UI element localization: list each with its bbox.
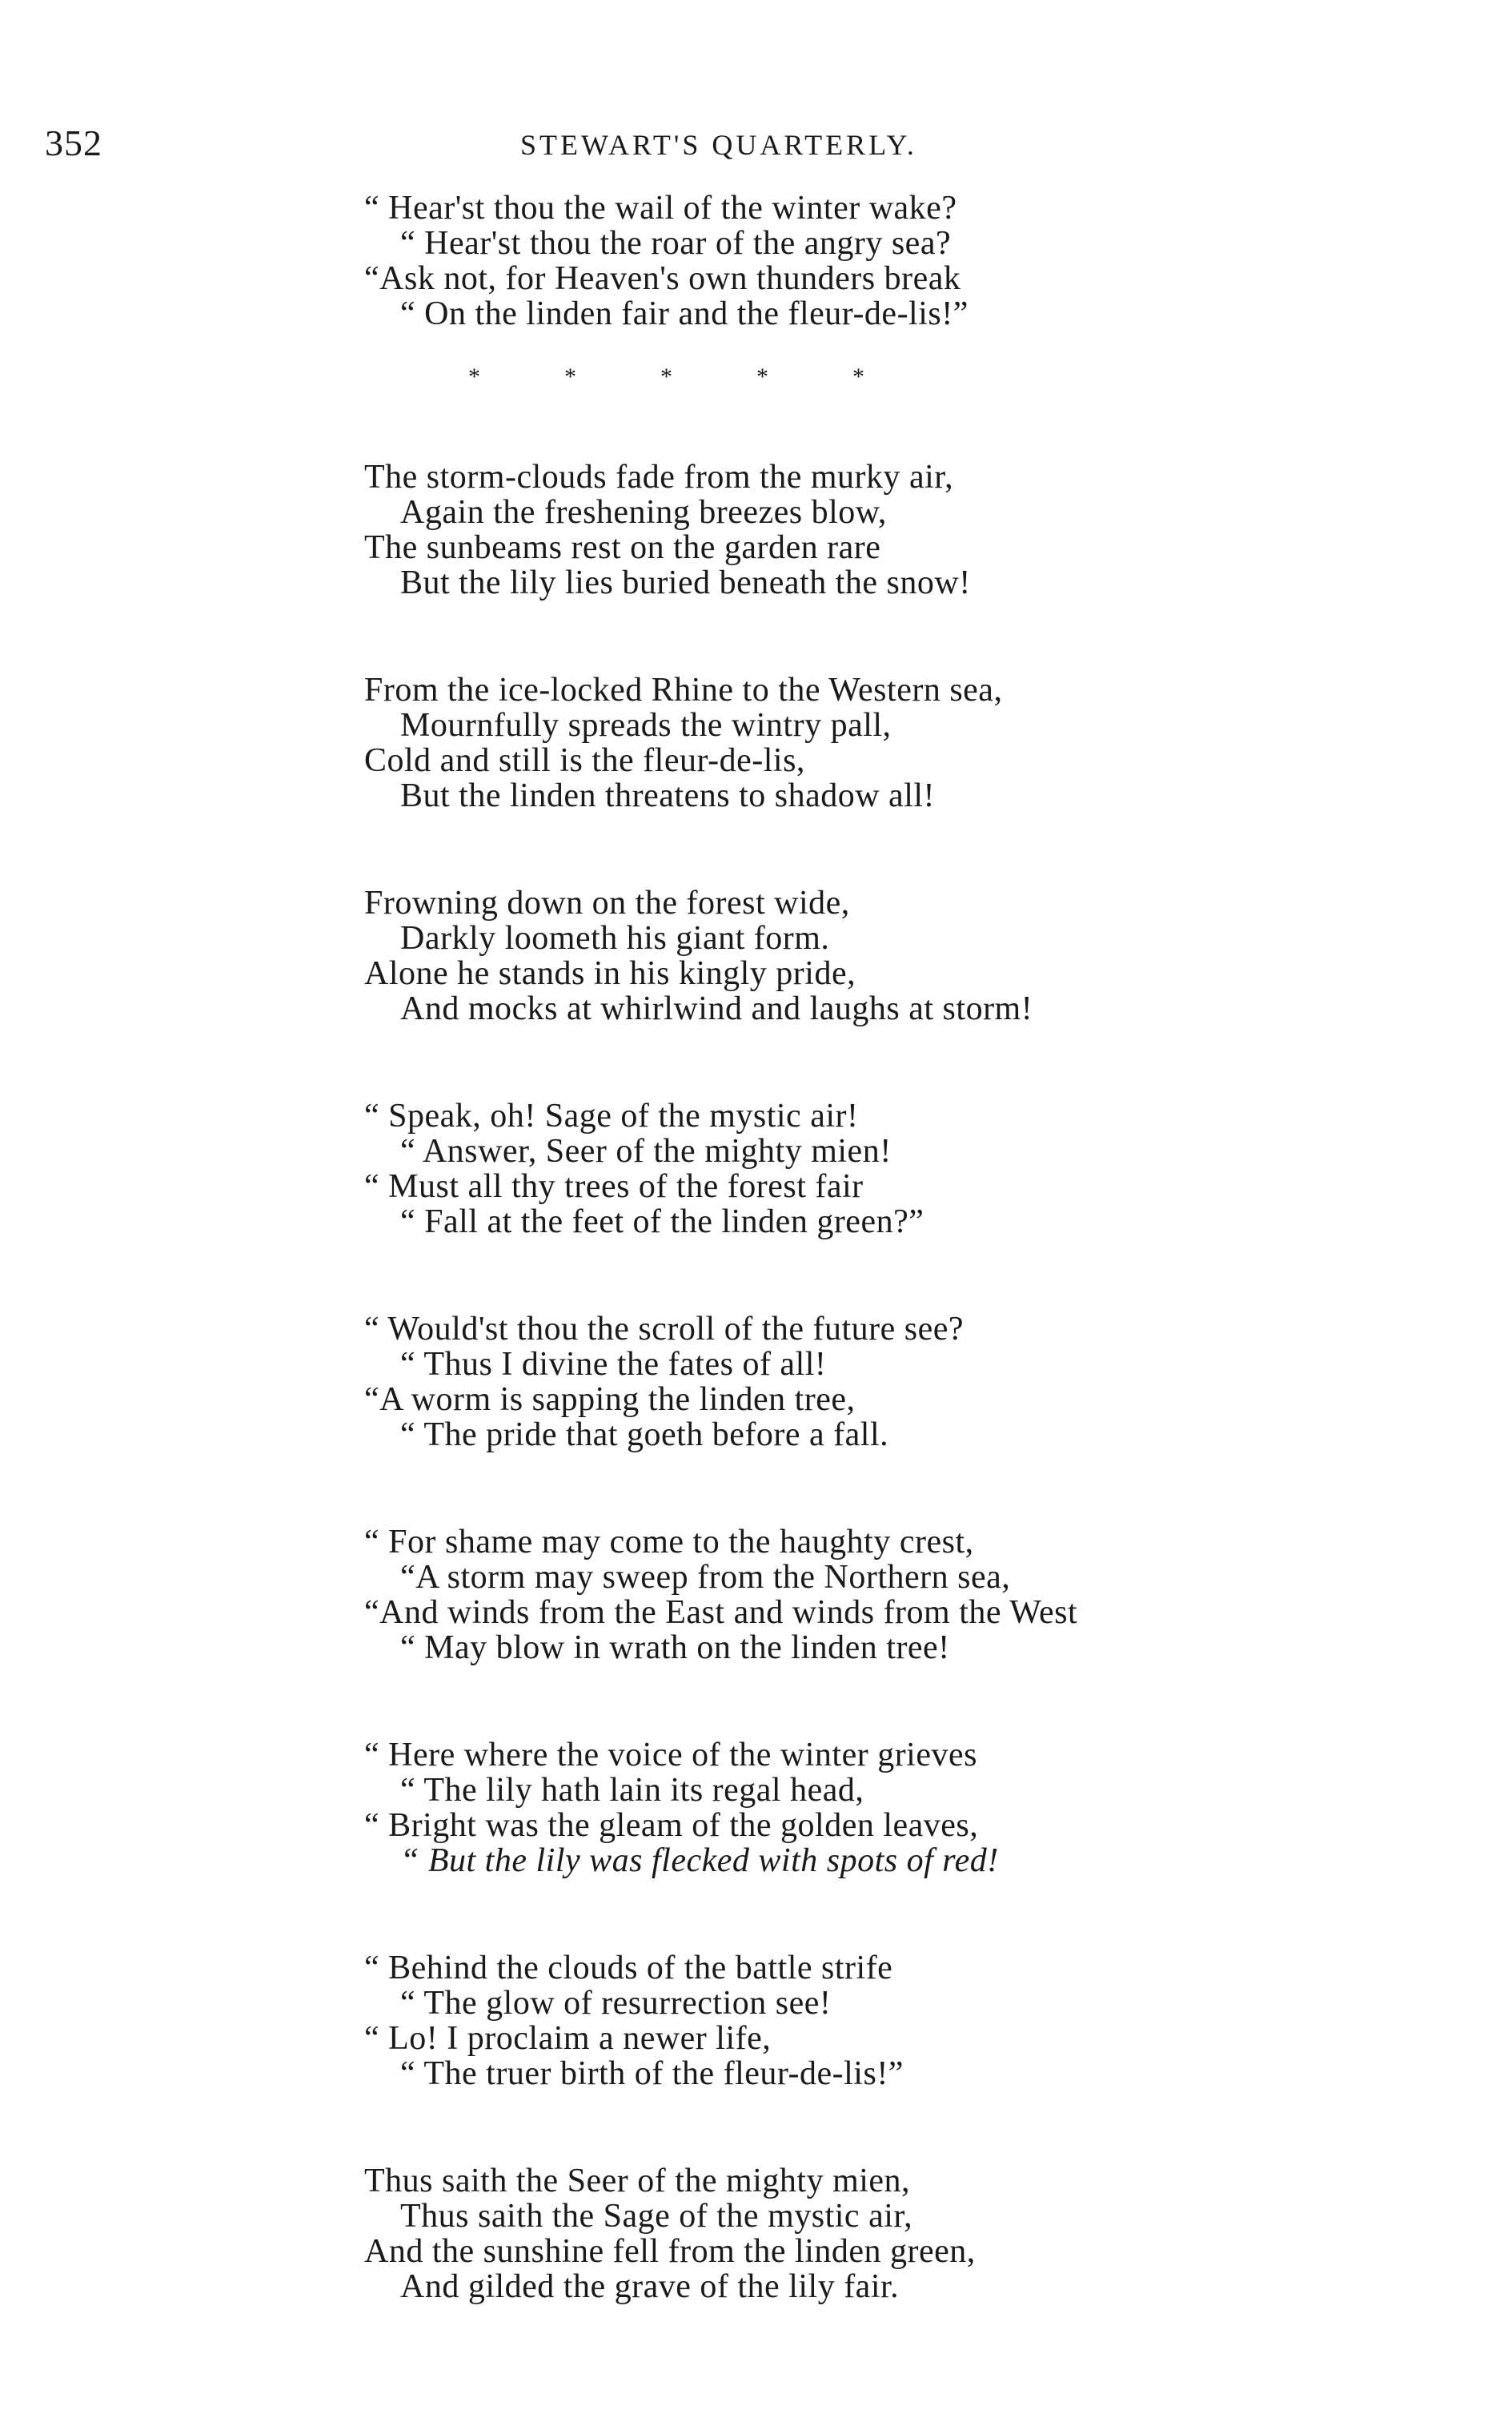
verse-line: Darkly loometh his giant form. — [400, 920, 830, 957]
verse-line: Cold and still is the fleur-de-lis, — [364, 742, 805, 779]
stanza-4 — [364, 886, 1245, 1026]
poem — [364, 191, 1245, 2304]
verse-line: “ Answer, Seer of the mighty mien! — [400, 1133, 892, 1170]
section-break-asterisks — [468, 363, 997, 407]
verse-line: The sunbeams rest on the garden rare — [364, 529, 881, 566]
stanza-7 — [364, 1524, 1245, 1665]
asterisk: * — [468, 363, 480, 390]
stanza-5 — [364, 1099, 1245, 1239]
verse-line: The storm-clouds fade from the murky air, — [364, 459, 954, 496]
stanza-3 — [364, 673, 1245, 813]
verse-line: “ For shame may come to the haughty crest, — [364, 1524, 974, 1560]
verse-line: “ Speak, oh! Sage of the mystic air! — [364, 1098, 859, 1135]
verse-line: “ Lo! I proclaim a newer life, — [364, 2020, 772, 2057]
asterisk: * — [564, 363, 576, 390]
verse-line: “And winds from the East and winds from the West — [364, 1594, 1078, 1631]
stanza-1 — [364, 191, 1245, 331]
verse-line: “ Hear'st thou the roar of the angry sea? — [400, 225, 952, 262]
verse-line: Thus saith the Seer of the mighty mien, — [364, 2163, 911, 2199]
verse-line: And gilded the grave of the lily fair. — [400, 2268, 900, 2305]
verse-line: Mournfully spreads the wintry pall, — [400, 707, 892, 744]
asterisk: * — [852, 363, 864, 390]
verse-line: “ On the linden fair and the fleur-de-lis!” — [400, 295, 969, 332]
verse-line: “ The glow of resurrection see! — [400, 1985, 832, 2022]
verse-line: “ Here where the voice of the winter grieves — [364, 1737, 977, 1773]
verse-line: And mocks at whirlwind and laughs at storm! — [400, 990, 1033, 1027]
asterisk: * — [660, 363, 672, 390]
verse-line: “ The truer birth of the fleur-de-lis!” — [400, 2055, 904, 2092]
verse-line: Thus saith the Sage of the mystic air, — [400, 2198, 913, 2235]
stanza-6 — [364, 1311, 1245, 1452]
verse-line: “ But the lily was flecked with spots of red! — [400, 1842, 999, 1879]
running-head: STEWART'S QUARTERLY. — [520, 129, 917, 161]
verse-line: “ Fall at the feet of the linden green?” — [400, 1203, 924, 1240]
verse-line: Alone he stands in his kingly pride, — [364, 955, 856, 992]
stanza-2 — [364, 460, 1245, 600]
verse-line: And the sunshine fell from the linden green, — [364, 2233, 976, 2270]
verse-line: Frowning down on the forest wide, — [364, 885, 850, 922]
page-number: 352 — [45, 123, 102, 163]
verse-line: “ May blow in wrath on the linden tree! — [400, 1629, 950, 1666]
verse-line: “A worm is sapping the linden tree, — [364, 1381, 856, 1418]
stanza-8 — [364, 1737, 1245, 1878]
verse-line: “ The pride that goeth before a fall. — [400, 1416, 889, 1453]
verse-line: Again the freshening breezes blow, — [400, 494, 887, 531]
verse-line: “A storm may sweep from the Northern sea, — [400, 1559, 1011, 1596]
verse-line: “ Behind the clouds of the battle strife — [364, 1950, 893, 1986]
verse-line: “ The lily hath lain its regal head, — [400, 1772, 864, 1809]
verse-line: But the linden threatens to shadow all! — [400, 777, 936, 814]
verse-line: From the ice-locked Rhine to the Western sea, — [364, 672, 1003, 709]
verse-line: “ Bright was the gleam of the golden leaves, — [364, 1807, 979, 1844]
stanza-10 — [364, 2163, 1245, 2304]
verse-line: But the lily lies buried beneath the snow! — [400, 564, 971, 601]
stanza-9 — [364, 1950, 1245, 2091]
verse-line: “Ask not, for Heaven's own thunders break — [364, 260, 961, 297]
verse-line: “ Hear'st thou the wail of the winter wake? — [364, 190, 957, 227]
asterisk: * — [756, 363, 768, 390]
verse-line: “ Thus I divine the fates of all! — [400, 1346, 827, 1383]
verse-line: “ Must all thy trees of the forest fair — [364, 1168, 864, 1205]
verse-line: “ Would'st thou the scroll of the future see? — [364, 1311, 965, 1348]
